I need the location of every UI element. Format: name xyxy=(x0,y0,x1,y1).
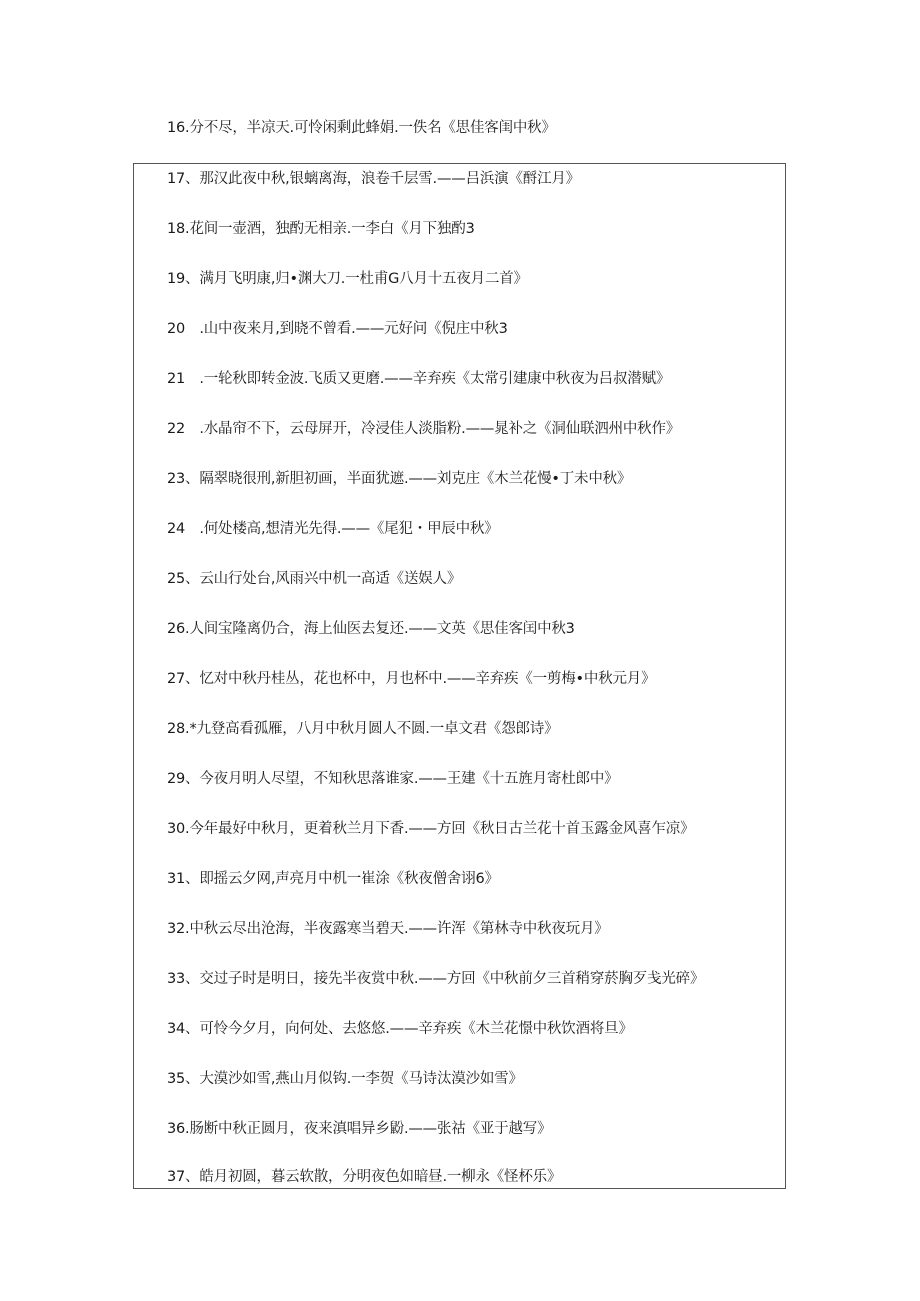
poem-line-37: 37、皓月初圆，暮云软散，分明夜色如暗昼.一柳永《怪杯乐》 xyxy=(167,1169,562,1185)
poem-line-34: 34、可怜今夕月，向何处、去悠悠.——辛弃疾《木兰花憬中秋饮酒将旦》 xyxy=(167,1021,633,1037)
poem-line-22: 22 .水晶帘不下，云母屏开，冷浸佳人淡脂粉.——晁补之《洞仙联泗州中秋作》 xyxy=(167,421,681,437)
poem-line-30: 30.今年最好中秋月，更着秋兰月下香.——方回《秋日古兰花十首玉露金风喜乍凉》 xyxy=(167,821,695,837)
poem-line-31: 31、即摇云夕网,声亮月中机一崔涂《秋夜僧舍诩6》 xyxy=(167,871,499,887)
poem-line-19: 19、满月飞明康,归•渊大刀.一杜甫G八月十五夜月二首》 xyxy=(167,271,528,287)
poem-line-27: 27、忆对中秋丹桂丛，花也杯中，月也杯中.——辛弃疾《一剪梅•中秋元月》 xyxy=(167,671,656,687)
poem-line-25: 25、云山行处台,风雨兴中机一高适《送娱人》 xyxy=(167,571,462,587)
poem-line-21: 21 .一轮秋即转金波.飞质又更磨.——辛弃疾《太常引建康中秋夜为吕叔潜赋》 xyxy=(167,371,671,387)
poem-line-33: 33、交过子时是明日，接先半夜赏中秋.——方回《中秋前夕三首稍穿菸胸歹戋光碎》 xyxy=(167,971,705,987)
poem-line-24: 24 .何处楼高,想清光先得.——《尾犯・甲辰中秋》 xyxy=(167,521,499,537)
poem-line-29: 29、今夜月明人尽望，不知秋思落谁家.——王建《十五旌月寄杜郎中》 xyxy=(167,771,619,787)
poem-line-26: 26.人间宝隆离仍合，海上仙医去复还.——文英《思佳客闰中秋3 xyxy=(167,621,575,637)
poem-line-28: 28.*九登高看孤雁，八月中秋月圆人不圆.一卓文君《怨郎诗》 xyxy=(167,721,559,737)
poem-line-32: 32.中秋云尽出沧海，半夜露寒当碧天.——许浑《第林寺中秋夜玩月》 xyxy=(167,921,609,937)
poem-line-18: 18.花间一壶酒，独酌无相亲.一李白《月下独酌3 xyxy=(167,221,475,237)
poem-line-23: 23、隔翠晓很刑,新胆初画，半面犹遮.——刘克庄《木兰花慢•丁未中秋》 xyxy=(167,471,632,487)
poem-line-17: 17、那汉此夜中秋,银螭离海，浪卷千层雪.——吕浜演《酹江月》 xyxy=(167,171,580,187)
poem-line-36: 36.肠断中秋正圆月，夜来滇唱异乡鼢.——张祜《亚于越写》 xyxy=(167,1121,552,1137)
poem-line-16: 16.分不尽，半凉天.可怜闲剩此蜂娟.一佚名《思佳客闺中秋》 xyxy=(167,120,556,136)
bordered-text-box xyxy=(133,163,786,1189)
poem-line-35: 35、大漠沙如雪,燕山月似钩.一李贺《马诗汰漠沙如雪》 xyxy=(167,1071,523,1087)
poem-line-20: 20 .山中夜来月,到晓不曾看.——元好问《倪庄中秋3 xyxy=(167,321,508,337)
